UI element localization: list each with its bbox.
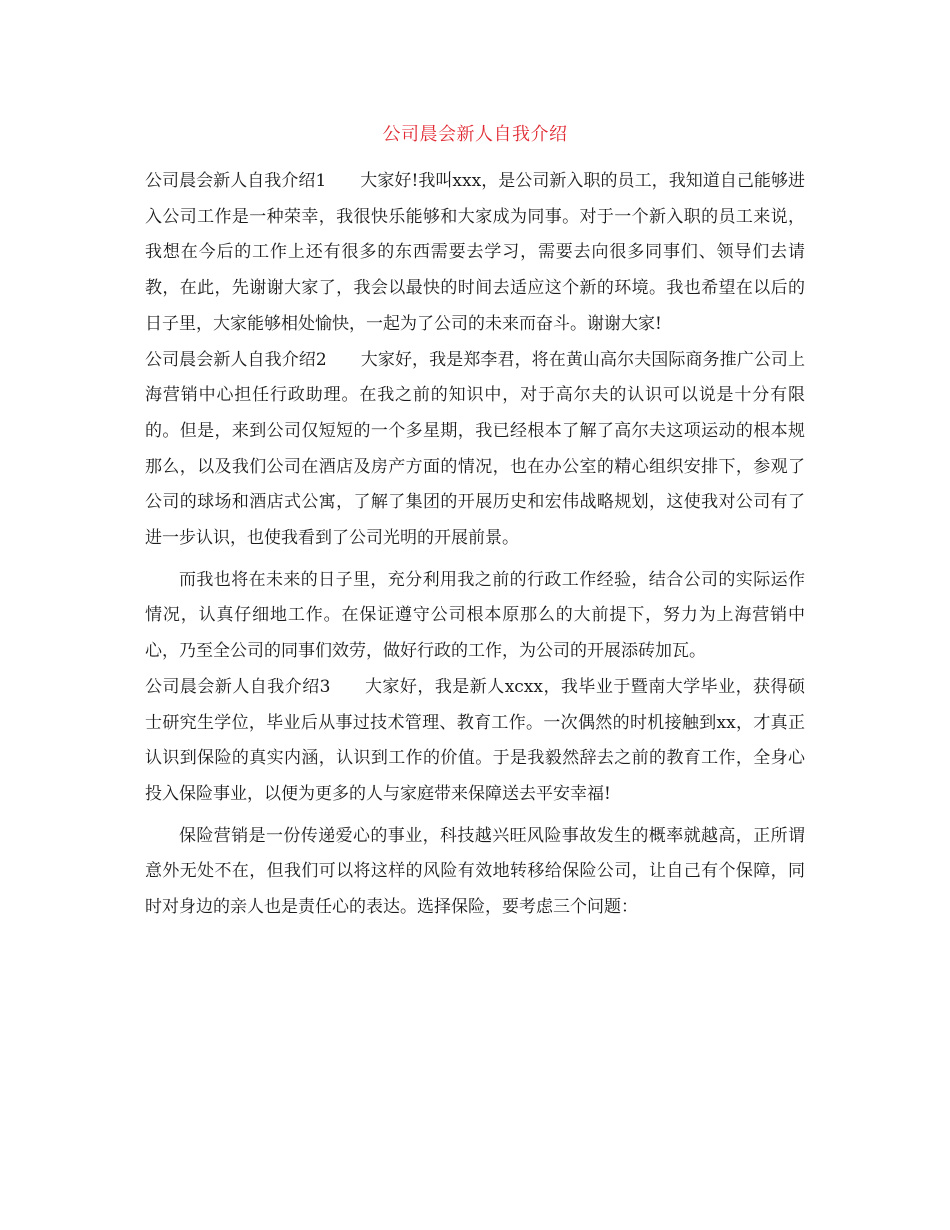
section-3-paragraph-1 — [145, 670, 805, 813]
section-2-paragraph-2: 而我也将在未来的日子里，充分利用我之前的行政工作经验，结合公司的实际运作情况，认真仔细地工作。在保证遵守公司根本原那么的大前提下，努力为上海营销中心，乃至全公司的同事们效劳，做好行政的工作，为公司的开展添砖加瓦。 — [145, 569, 805, 662]
document-body — [145, 164, 805, 926]
section-3-heading: 公司晨会新人自我介绍3 — [145, 676, 331, 697]
section-2-paragraph-1 — [145, 343, 805, 557]
section-3-text: 大家好，我是新人xcxx，我毕业于暨南大学毕业，获得硕士研究生学位，毕业后从事过技术管理、教育工作。一次偶然的时机接触到xx，才真正认识到保险的真实内涵，认识到工作的价值。于是我毅然辞去之前的教育工作，全身心投入保险事业，以便为更多的人与家庭带来保障送去平安幸福! — [145, 676, 805, 804]
section-2-heading: 公司晨会新人自我介绍2 — [145, 349, 327, 370]
page-title: 公司晨会新人自我介绍 — [382, 124, 568, 145]
section-1-paragraph-1 — [145, 164, 805, 343]
section-2-text: 大家好，我是郑李君，将在黄山高尔夫国际商务推广公司上海营销中心担任行政助理。在我之前的知识中，对于高尔夫的认识可以说是十分有限的。但是，来到公司仅短短的一个多星期，我已经根本了解了高尔夫这项运动的根本规那么，以及我们公司在酒店及房产方面的情况，也在办公室的精心组织安排下，参观了公司的球场和酒店式公寓，了解了集团的开展历史和宏伟战略规划，这使我对公司有了进一步认识，也使我看到了公司光明的开展前景。 — [145, 349, 805, 549]
section-1-text: 大家好!我叫xxx，是公司新入职的员工，我知道自己能够进入公司工作是一种荣幸，我很快乐能够和大家成为同事。对于一个新入职的员工来说，我想在今后的工作上还有很多的东西需要去学习，需要去向很多同事们、领导们去请教，在此，先谢谢大家了，我会以最快的时间去适应这个新的环境。我也希望在以后的日子里，大家能够相处愉快，一起为了公司的未来而奋斗。谢谢大家! — [145, 171, 805, 334]
section-1-heading: 公司晨会新人自我介绍1 — [145, 171, 327, 191]
section-3-paragraph-2: 保险营销是一份传递爱心的事业，科技越兴旺风险事故发生的概率就越高，正所谓意外无处不在，但我们可以将这样的风险有效地转移给保险公司，让自己有个保障，同时对身边的亲人也是责任心的表达。选择保险，要考虑三个问题： — [145, 825, 805, 918]
